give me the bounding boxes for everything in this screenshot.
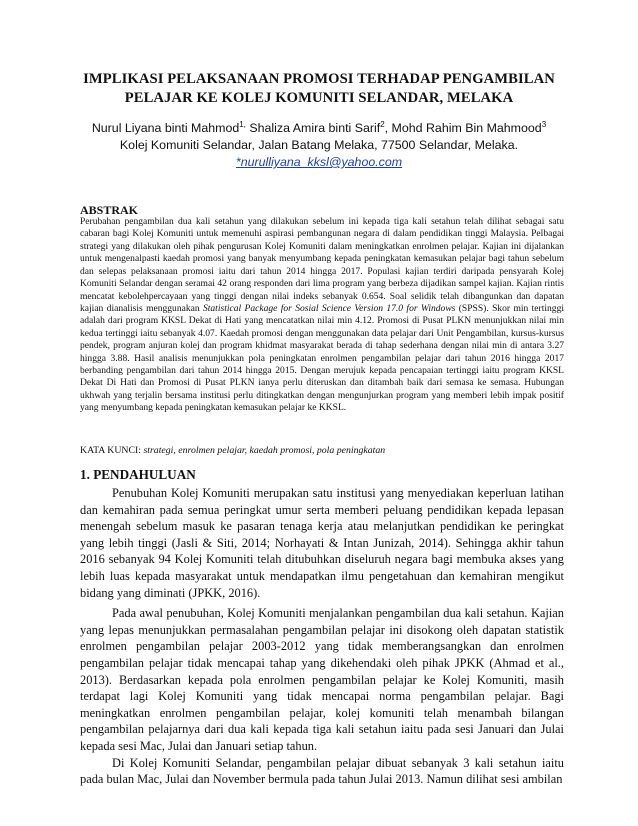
paragraph-3: Di Kolej Komuniti Selandar, pengambilan pelajar dibuat sebanyak 3 kali setahun iaitu pada bulan Mac, Julai dan November bermula pada tahun Julai 2013. Namun dilihat sesi ambilan [80, 755, 564, 787]
author-2-affil: 2 [380, 119, 385, 129]
author-1: Nurul Liyana binti Mahmod [91, 121, 240, 135]
paragraph-1: Penubuhan Kolej Komuniti merupakan satu institusi yang menyediakan keperluan latihan dan kemahiran pada semua peringkat umur serta memberi peluang pendidikan kepada lepasan menengah sebelum masuk ke pasaran tenaga kerja atau melanjutkan pendidikan ke peringkat yang lebih tinggi (Jasli & Siti, 2014; Norhayati & Intan Junizah, 2014). Sehingga akhir tahun 2016 sebanyak 94 Kolej Komuniti telah ditubuhkan diseluruh negara bagi membuka akses yang lebih luas kepada masyarakat untuk mendapatkan ilmu pengetahuan dan kemahiran mengikut bidang yang diminati (JPKK, 2016). [80, 486, 564, 600]
keywords [80, 445, 564, 457]
keywords-label: KATA KUNCI: [80, 445, 144, 456]
abstract-heading: ABSTRAK [80, 203, 139, 217]
affiliation: Kolej Komuniti Selandar, Jalan Batang Melaka, 77500 Selandar, Melaka. [119, 138, 519, 152]
paper-title [60, 70, 578, 108]
author-3: , Mohd Rahim Bin Mahmood [384, 121, 542, 135]
abstract-text-1: Perubahan pengambilan dua kali setahun yang dilakukan sebelum ini kepada tiga kali setahun telah dilihat sebagai satu cabaran bagi Kolej Komuniti untuk memenuhi aspirasi pembangunan negara di dalam pendidikan tinggi Malaysia. Pelbagai strategi yang dilakukan oleh pihak pengurusan Kolej Komuniti dalam meningkatkan enrolmen pelajar. Kajian ini dijalankan untuk mengenalpasti kaedah promosi yang banyak menyumbang kepada peningkatan kemasukan pelajar bagi tahun sebelum dan selepas pelaksanaan promosi iaitu dari tahun 2014 hingga 2017. Populasi kajian terdiri daripada pensyarah Kolej Komuniti Selandar dengan seramai 42 orang responden dari lima program yang berbeza dijadikan sampel kajian. Kajian rintis mencatat kebolehpercayaan yang tinggi dengan nilai indeks sebanyak 0.654. Soal selidik telah dibangunkan dan dapatan kajian dianalisis menggunakan [80, 216, 564, 314]
author-block [60, 120, 578, 171]
abstract-text-2: (SPSS). Skor min tertinggi adalah dari program KKSL Dekat di Hati yang mencatatkan nilai min 4.12. Promosi di Pusat PLKN menunjukkan nilai min kedua tertinggi iaitu sebanyak 4.07. Kaedah promosi dengan menggunakan data pelajar dari Unit Pengambilan, kursus-kursus pendek, program anjuran kolej dan program khidmat masyarakat berada di tahap sederhana dengan nilai min di antara 3.27 hingga 3.88. Hasil analisis menunjukkan pola peningkatan enrolmen pengambilan pelajar dari tahun 2016 hingga 2017 berbanding pengambilan dari tahun 2014 hingga 2015. Dengan merujuk kepada pencapaian tertinggi iaitu program KKSL Dekat Di Hati dan Promosi di Pusat PLKN ianya perlu diteruskan dan ditambah baik dari semasa ke semasa. Hubungan ukhwah yang terjalin bersama institusi perlu ditingkatkan dengan mengunjurkan program yang memberi lebih impak positif yang menyumbang kepada peningkatan kemasukan pelajar ke KKSL. [80, 302, 565, 414]
author-names [60, 120, 578, 137]
section-heading: 1. PENDAHULUAN [80, 467, 196, 482]
author-1-affil: 1, [239, 119, 246, 129]
email-link[interactable]: *nurulliyana_kksl@yahoo.com [235, 155, 403, 169]
title-line-1: IMPLIKASI PELAKSANAAN PROMOSI TERHADAP PENGAMBILAN [83, 71, 555, 87]
keywords-value: strategi, enrolmen pelajar, kaedah promosi, pola peningkatan [143, 445, 386, 456]
paragraph-2: Pada awal penubuhan, Kolej Komuniti menjalankan pengambilan dua kali setahun. Kajian yang lepas menunjukkan permasalahan pengambilan pelajar ini disokong oleh dapatan statistik enrolmen pengambilan pelajar 2003-2012 yang tidak memberangsangkan dan enrolmen pengambilan pelajar tidak mencapai tahap yang dikehendaki oleh pihak JPKK (Ahmad et al., 2013). Berdasarkan kepada pola enrolmen pengambilan pelajar ke Kolej Komuniti, masih terdapat lagi Kolej Komuniti yang tidak mencapai norma pengambilan pelajar. Bagi meningkatkan enrolmen pengambilan pelajar, kolej komuniti telah menambah bilangan pengambilan pelajarnya dari dua kali kepada tiga kali setahun iaitu pada sesi Januari dan Julai kepada sesi Mac, Julai dan Januari setiap tahun. [80, 606, 564, 753]
abstract-body [80, 216, 564, 415]
title-line-2: PELAJAR KE KOLEJ KOMUNITI SELANDAR, MELAKA [124, 90, 514, 106]
section-body [80, 485, 564, 788]
author-2: Shaliza Amira binti Sarif [245, 121, 381, 135]
author-3-affil: 3 [541, 119, 547, 129]
abstract-software-name: Statistical Package for Sosial Science Version 17.0 for Windows [202, 302, 456, 314]
